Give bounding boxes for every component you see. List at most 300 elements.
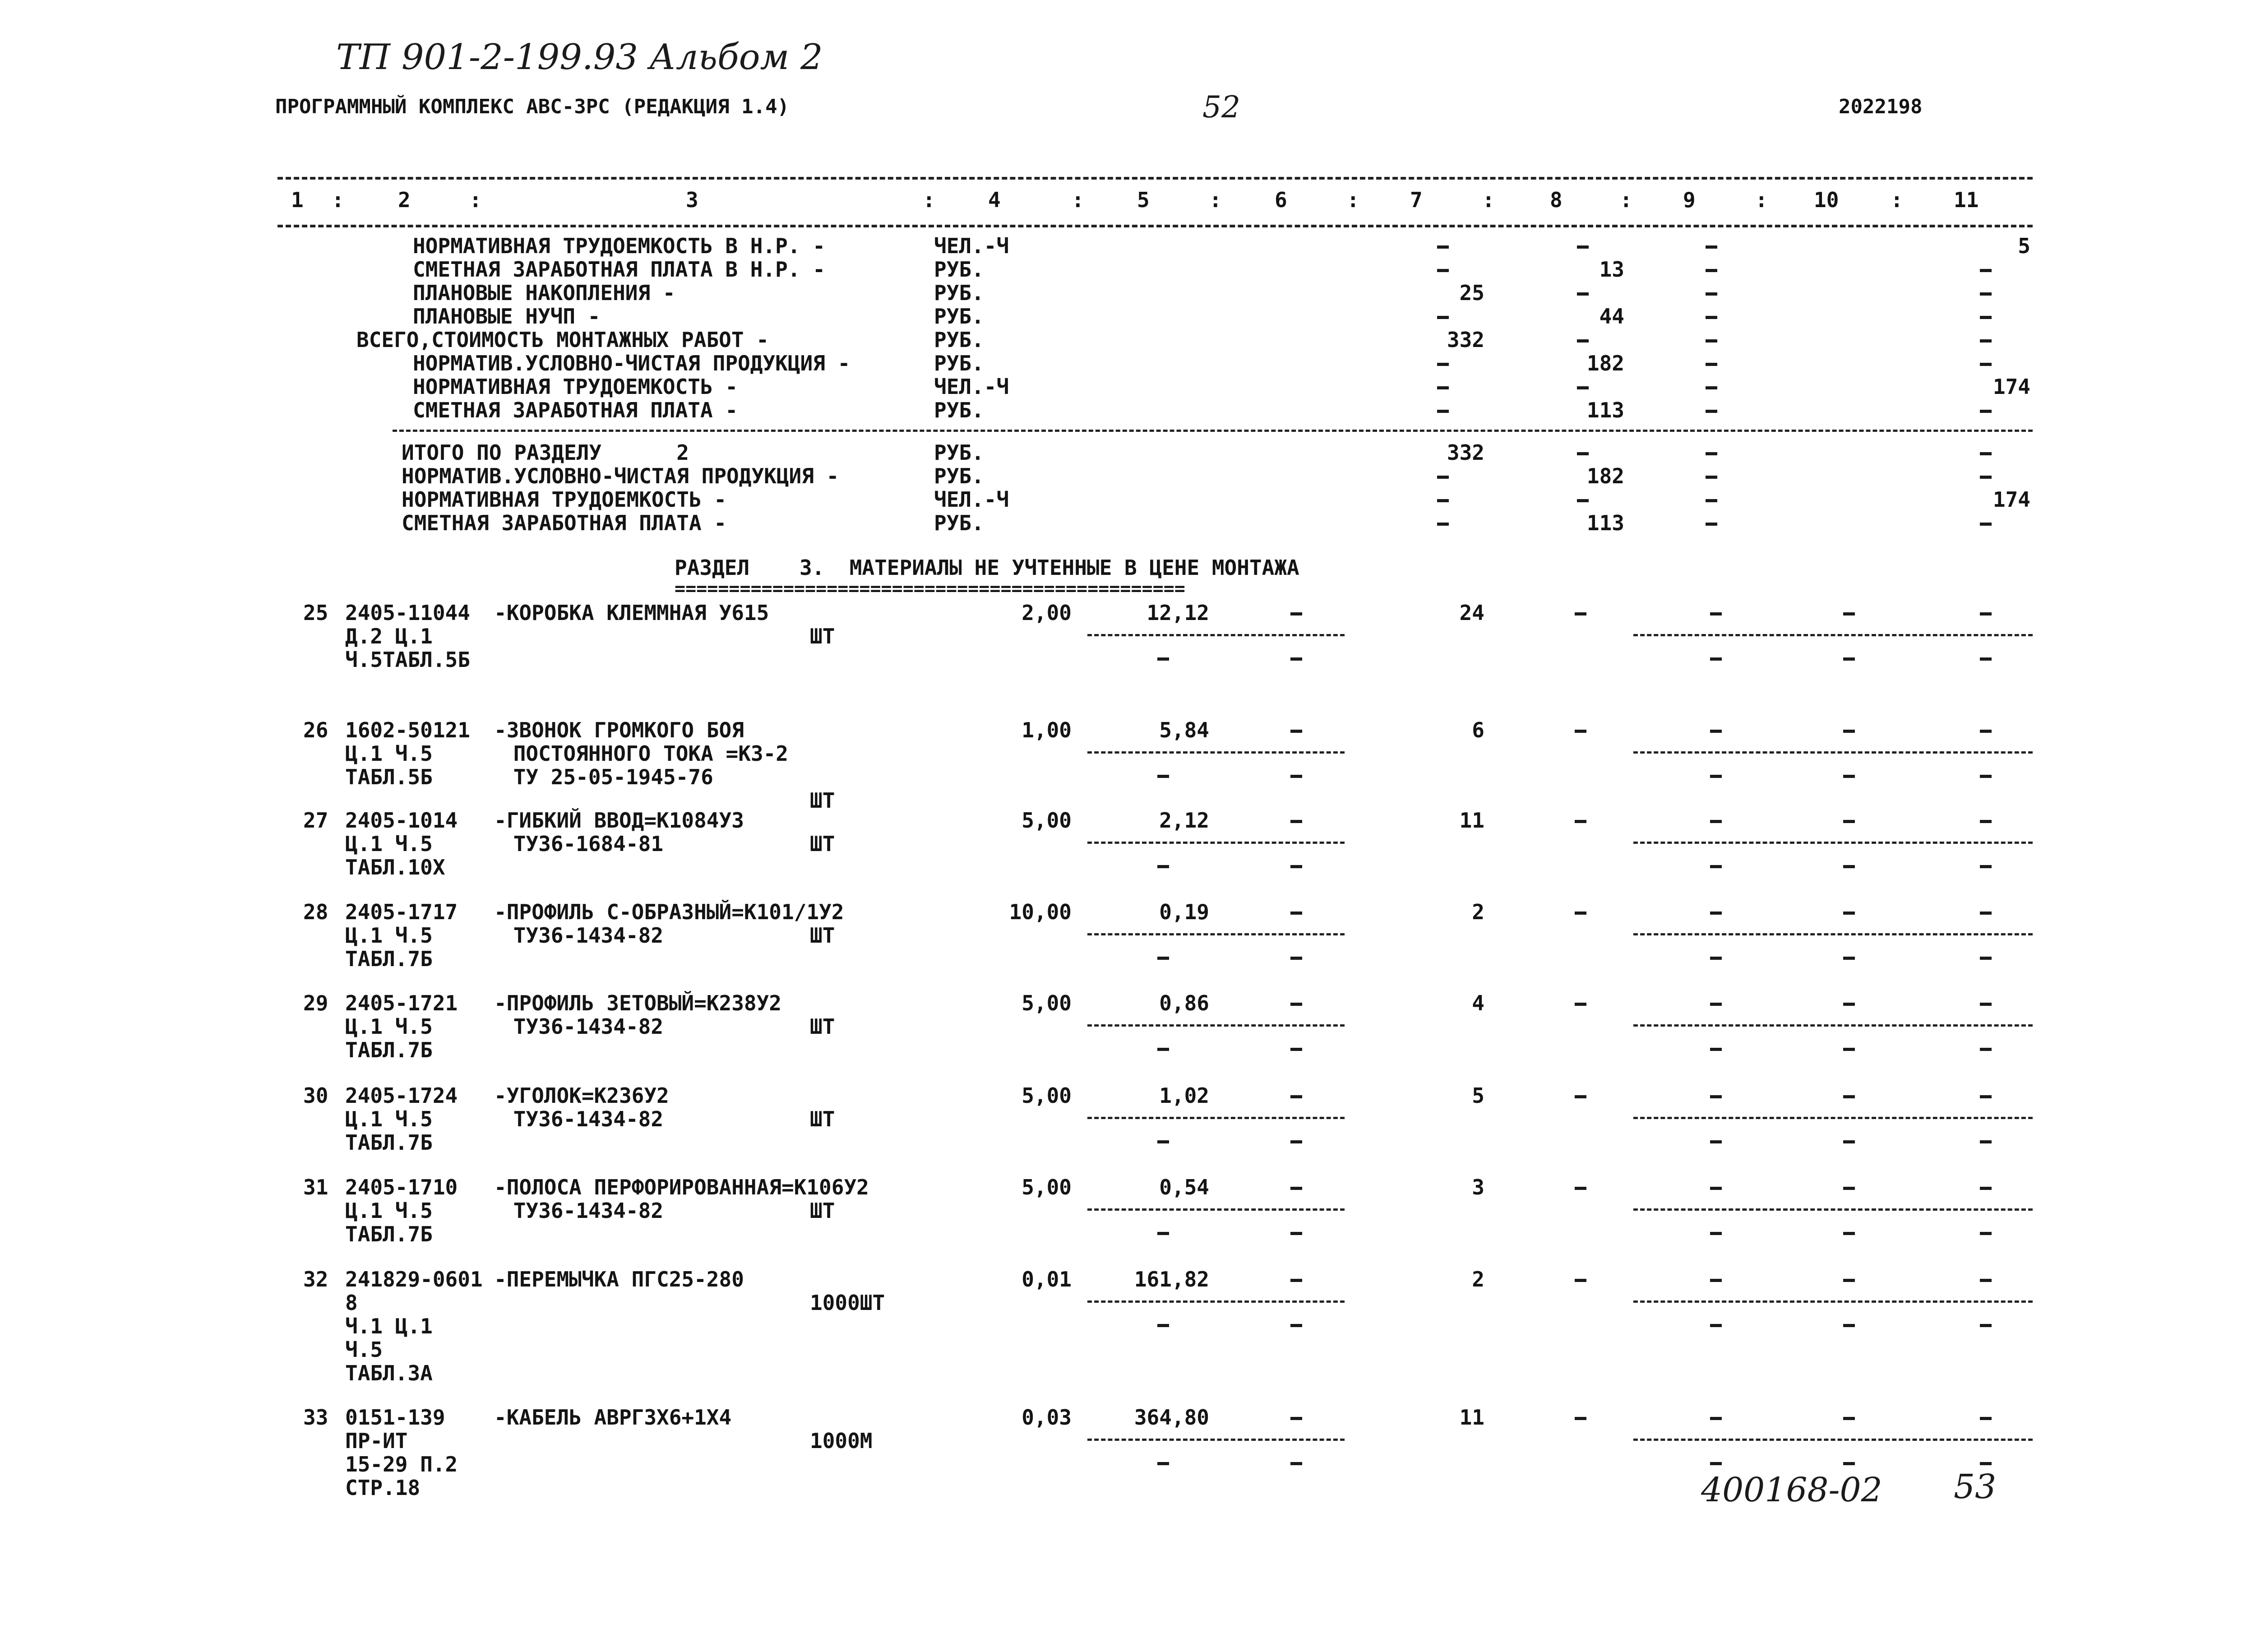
item-price: 161,82 — [1134, 1267, 1209, 1291]
dash-mark — [1437, 499, 1449, 502]
value-col-7: 24 — [1459, 601, 1484, 625]
dash-mark — [1710, 957, 1722, 960]
dash-mark — [1843, 1187, 1855, 1190]
item-quantity: 0,03 — [1022, 1405, 1072, 1430]
dash-mark — [1980, 1140, 1992, 1143]
item-price: 0,86 — [1159, 991, 1209, 1015]
dash-mark — [1437, 523, 1449, 526]
dash-mark — [1577, 499, 1589, 502]
summary-label: НОРМАТИВНАЯ ТРУДОЕМКОСТЬ - — [402, 487, 727, 512]
dash-mark — [1437, 363, 1449, 366]
column-header-9: 9 — [1683, 188, 1696, 212]
summary-unit: РУБ. — [934, 304, 984, 329]
item-price: 364,80 — [1134, 1405, 1209, 1430]
dash-mark — [1843, 730, 1855, 733]
dash-mark — [1843, 912, 1855, 915]
item-reference: Ц.1 Ч.5 — [345, 832, 433, 856]
dash-mark — [1157, 957, 1169, 960]
summary-unit: РУБ. — [934, 511, 984, 535]
summary-unit: ЧЕЛ.-Ч — [934, 487, 1009, 512]
dash-mark — [1980, 269, 1992, 272]
subtotal-rule — [1633, 842, 2033, 844]
dash-mark — [1980, 316, 1992, 319]
dash-mark — [1706, 269, 1717, 272]
dash-mark — [1710, 657, 1722, 661]
dash-mark — [1290, 1095, 1302, 1098]
dash-mark — [1157, 1048, 1169, 1051]
dash-mark — [1980, 410, 1992, 413]
column-separator: : — [469, 188, 482, 212]
dash-mark — [1980, 957, 1992, 960]
dash-mark — [1710, 865, 1722, 868]
dash-mark — [1157, 775, 1169, 778]
dash-mark — [1706, 292, 1717, 296]
dash-mark — [1980, 452, 1992, 455]
item-quantity: 2,00 — [1022, 601, 1072, 625]
dash-mark — [1575, 1187, 1586, 1190]
dash-mark — [1577, 452, 1589, 455]
dash-mark — [1710, 775, 1722, 778]
item-code: 2405-1721 — [345, 991, 458, 1015]
subtotal-rule — [1087, 842, 1345, 844]
summary-label: НОРМАТИВНАЯ ТРУДОЕМКОСТЬ В Н.Р. - — [413, 234, 825, 258]
dash-mark — [1157, 1462, 1169, 1465]
value-col-11: 5 — [2018, 234, 2030, 258]
dash-mark — [1575, 612, 1586, 615]
dash-mark — [1437, 269, 1449, 272]
dash-mark — [1437, 316, 1449, 319]
dash-mark — [1290, 1187, 1302, 1190]
subtotal-rule — [1087, 634, 1345, 636]
summary-label: НОРМАТИВ.УСЛОВНО-ЧИСТАЯ ПРОДУКЦИЯ - — [413, 351, 851, 375]
value-col-7: 11 — [1459, 1405, 1484, 1430]
dash-mark — [1290, 730, 1302, 733]
summary-unit: ЧЕЛ.-Ч — [934, 234, 1009, 258]
dash-mark — [1290, 1048, 1302, 1051]
item-description: -ПРОФИЛЬ С-ОБРАЗНЫЙ=К101/1У2 — [494, 900, 844, 924]
dash-mark — [1843, 865, 1855, 868]
dash-mark — [1980, 363, 1992, 366]
summary-label: ВСЕГО,СТОИМОСТЬ МОНТАЖНЫХ РАБОТ - — [356, 328, 769, 352]
dash-mark — [1290, 612, 1302, 615]
dash-mark — [1577, 292, 1589, 296]
dash-mark — [1157, 865, 1169, 868]
item-code: 2405-1717 — [345, 900, 458, 924]
item-unit: ШТ — [810, 1199, 835, 1223]
dash-mark — [1706, 386, 1717, 389]
subtotal-rule — [1087, 1208, 1345, 1211]
subtotal-rule — [1633, 1117, 2033, 1119]
value-col-7: 4 — [1472, 991, 1484, 1015]
section-3-title-underline: =============================================== — [675, 578, 1185, 599]
dash-mark — [1575, 820, 1586, 823]
dash-mark — [1980, 1232, 1992, 1235]
dash-mark — [1575, 730, 1586, 733]
dash-mark — [1290, 865, 1302, 868]
item-description: -ЗВОНОК ГРОМКОГО БОЯ — [494, 718, 744, 742]
dash-mark — [1575, 1003, 1586, 1006]
item-unit: 1000М — [810, 1429, 873, 1453]
summary-unit: ЧЕЛ.-Ч — [934, 375, 1009, 399]
dash-mark — [1843, 1095, 1855, 1098]
dash-mark — [1980, 1324, 1992, 1327]
dash-mark — [1980, 657, 1992, 661]
column-header-10: 10 — [1814, 188, 1839, 212]
dash-mark — [1575, 912, 1586, 915]
summary-label: НОРМАТИВНАЯ ТРУДОЕМКОСТЬ - — [413, 375, 738, 399]
item-description: -КОРОБКА КЛЕММНАЯ У615 — [494, 601, 769, 625]
item-quantity: 0,01 — [1022, 1267, 1072, 1291]
subtotal-rule — [1633, 634, 2033, 636]
dash-mark — [1980, 775, 1992, 778]
dash-mark — [1980, 612, 1992, 615]
dash-mark — [1706, 476, 1717, 479]
dash-mark — [1843, 1140, 1855, 1143]
item-code: 241829-0601 — [345, 1267, 483, 1291]
dash-mark — [1290, 1279, 1302, 1282]
dash-mark — [1980, 1048, 1992, 1051]
dash-mark — [1980, 292, 1992, 296]
dash-mark — [1706, 452, 1717, 455]
column-header-11: 11 — [1954, 188, 1979, 212]
summary-separator — [393, 430, 2033, 432]
table-header-rule — [277, 225, 2033, 227]
dash-mark — [1290, 820, 1302, 823]
summary-unit: РУБ. — [934, 351, 984, 375]
item-quantity: 5,00 — [1022, 1175, 1072, 1199]
dash-mark — [1710, 1003, 1722, 1006]
value-col-11: 174 — [1992, 375, 2030, 399]
dash-mark — [1980, 912, 1992, 915]
item-reference: Ц.1 Ч.5 — [345, 1014, 433, 1039]
subtotal-rule — [1087, 1117, 1345, 1119]
dash-mark — [1980, 1095, 1992, 1098]
dash-mark — [1290, 1462, 1302, 1465]
value-col-7: 2 — [1472, 900, 1484, 924]
dash-mark — [1843, 820, 1855, 823]
dash-mark — [1843, 1417, 1855, 1420]
dash-mark — [1157, 1232, 1169, 1235]
dash-mark — [1843, 1003, 1855, 1006]
dash-mark — [1706, 523, 1717, 526]
dash-mark — [1290, 912, 1302, 915]
footer-stamp-number: 400168-02 — [1701, 1471, 1882, 1509]
subtotal-rule — [1087, 751, 1345, 754]
value-col-7: 3 — [1472, 1175, 1484, 1199]
dash-mark — [1843, 1048, 1855, 1051]
value-col-7: 6 — [1472, 718, 1484, 742]
summary-label: НОРМАТИВ.УСЛОВНО-ЧИСТАЯ ПРОДУКЦИЯ - — [402, 464, 839, 488]
dash-mark — [1980, 476, 1992, 479]
dash-mark — [1710, 1279, 1722, 1282]
footer-sheet-number: 53 — [1954, 1467, 1997, 1506]
dash-mark — [1843, 1462, 1855, 1465]
column-separator: : — [1891, 188, 1903, 212]
column-separator: : — [332, 188, 344, 212]
column-separator: : — [1209, 188, 1222, 212]
dash-mark — [1706, 363, 1717, 366]
item-unit: ШТ — [810, 832, 835, 856]
column-header-6: 6 — [1275, 188, 1287, 212]
value-col-8: 182 — [1586, 351, 1624, 375]
value-col-7: 2 — [1472, 1267, 1484, 1291]
summary-unit: РУБ. — [934, 257, 984, 282]
item-price: 12,12 — [1146, 601, 1209, 625]
column-separator: : — [1755, 188, 1768, 212]
item-reference: Ч.5 — [345, 1337, 383, 1362]
dash-mark — [1980, 523, 1992, 526]
dash-mark — [1980, 1462, 1992, 1465]
summary-unit: РУБ. — [934, 398, 984, 422]
summary-unit: РУБ. — [934, 328, 984, 352]
dash-mark — [1710, 1232, 1722, 1235]
dash-mark — [1577, 386, 1589, 389]
dash-mark — [1980, 865, 1992, 868]
item-price: 0,19 — [1159, 900, 1209, 924]
subtotal-rule — [1633, 1300, 2033, 1303]
dash-mark — [1706, 316, 1717, 319]
column-separator: : — [923, 188, 935, 212]
item-quantity: 10,00 — [1009, 900, 1072, 924]
column-separator: : — [1347, 188, 1359, 212]
dash-mark — [1575, 1417, 1586, 1420]
subtotal-rule — [1633, 751, 2033, 754]
column-separator: : — [1072, 188, 1084, 212]
dash-mark — [1710, 1095, 1722, 1098]
item-number: 26 — [303, 718, 328, 742]
item-description: ТУ36-1434-82 — [501, 1107, 664, 1131]
item-description: ТУ36-1434-82 — [501, 1199, 664, 1223]
item-reference: Ц.1 Ч.5 — [345, 1107, 433, 1131]
item-reference: Ц.1 Ч.5 — [345, 923, 433, 948]
dash-mark — [1980, 339, 1992, 342]
dash-mark — [1710, 612, 1722, 615]
item-description: -КАБЕЛЬ АВРГ3Х6+1Х4 — [494, 1405, 732, 1430]
summary-label: СМЕТНАЯ ЗАРАБОТНАЯ ПЛАТА - — [402, 511, 727, 535]
dash-mark — [1437, 476, 1449, 479]
summary-label: ПЛАНОВЫЕ НАКОПЛЕНИЯ - — [413, 281, 675, 305]
item-reference: ТАБЛ.3А — [345, 1361, 433, 1385]
item-reference: ТАБЛ.5Б — [345, 765, 433, 789]
column-separator: : — [1620, 188, 1632, 212]
item-quantity: 1,00 — [1022, 718, 1072, 742]
document-code: 2022198 — [1839, 95, 1923, 118]
summary-unit: РУБ. — [934, 440, 984, 465]
dash-mark — [1157, 657, 1169, 661]
item-quantity: 5,00 — [1022, 1083, 1072, 1108]
dash-mark — [1980, 1187, 1992, 1190]
item-price: 0,54 — [1159, 1175, 1209, 1199]
dash-mark — [1843, 775, 1855, 778]
dash-mark — [1710, 912, 1722, 915]
dash-mark — [1290, 775, 1302, 778]
item-unit: ШТ — [810, 923, 835, 948]
value-col-8: 13 — [1599, 257, 1624, 282]
item-description: -ПОЛОСА ПЕРФОРИРОВАННАЯ=К106У2 — [494, 1175, 869, 1199]
dash-mark — [1980, 1279, 1992, 1282]
item-description: -ПЕРЕМЫЧКА ПГС25-280 — [494, 1267, 744, 1291]
dash-mark — [1290, 1232, 1302, 1235]
item-description: ТУ 25-05-1945-76 — [501, 765, 713, 789]
dash-mark — [1290, 1324, 1302, 1327]
dash-mark — [1710, 730, 1722, 733]
item-reference: ТАБЛ.7Б — [345, 1038, 433, 1062]
item-code: 0151-139 — [345, 1405, 445, 1430]
item-description: ТУ36-1684-81 — [501, 832, 664, 856]
item-price: 5,84 — [1159, 718, 1209, 742]
item-reference: 8 — [345, 1291, 358, 1315]
dash-mark — [1290, 1417, 1302, 1420]
item-code: 2405-11044 — [345, 601, 470, 625]
item-description: -ПРОФИЛЬ ЗЕТОВЫЙ=К238У2 — [494, 991, 781, 1015]
dash-mark — [1706, 410, 1717, 413]
item-reference: ТАБЛ.7Б — [345, 947, 433, 971]
dash-mark — [1843, 957, 1855, 960]
subtotal-rule — [1633, 933, 2033, 935]
value-col-7: 5 — [1472, 1083, 1484, 1108]
item-code: 1602-50121 — [345, 718, 470, 742]
program-title: ПРОГРАММНЫЙ КОМПЛЕКС АВС-3РС (РЕДАКЦИЯ 1.4) — [275, 95, 790, 118]
subtotal-rule — [1087, 933, 1345, 935]
dash-mark — [1157, 1140, 1169, 1143]
item-reference: 15-29 П.2 — [345, 1452, 458, 1476]
column-header-4: 4 — [988, 188, 1001, 212]
item-description: ПОСТОЯННОГО ТОКА =КЗ-2 — [501, 741, 788, 766]
value-col-8: 44 — [1599, 304, 1624, 329]
subtotal-rule — [1087, 1024, 1345, 1027]
item-number: 31 — [303, 1175, 328, 1199]
item-reference: Ц.1 Ч.5 — [345, 741, 433, 766]
dash-mark — [1290, 1003, 1302, 1006]
dash-mark — [1706, 245, 1717, 249]
dash-mark — [1437, 410, 1449, 413]
dash-mark — [1157, 1324, 1169, 1327]
dash-mark — [1575, 1279, 1586, 1282]
dash-mark — [1290, 1140, 1302, 1143]
item-reference: ТАБЛ.7Б — [345, 1222, 433, 1246]
item-description: -УГОЛОК=К236У2 — [494, 1083, 669, 1108]
subtotal-rule — [1633, 1439, 2033, 1441]
item-code: 2405-1724 — [345, 1083, 458, 1108]
item-number: 32 — [303, 1267, 328, 1291]
summary-label: ИТОГО ПО РАЗДЕЛУ 2 — [402, 440, 689, 465]
column-header-1: 1 — [291, 188, 304, 212]
table-top-rule — [277, 177, 2033, 180]
dash-mark — [1290, 957, 1302, 960]
value-col-7: 25 — [1459, 281, 1484, 305]
dash-mark — [1710, 1187, 1722, 1190]
dash-mark — [1843, 1232, 1855, 1235]
item-reference: ТАБЛ.10Х — [345, 855, 445, 879]
item-reference: Ч.5ТАБЛ.5Б — [345, 648, 470, 672]
item-number: 30 — [303, 1083, 328, 1108]
value-col-7: 11 — [1459, 808, 1484, 833]
column-header-7: 7 — [1410, 188, 1423, 212]
summary-unit: РУБ. — [934, 281, 984, 305]
dash-mark — [1843, 1324, 1855, 1327]
item-description: ТУ36-1434-82 — [501, 923, 664, 948]
dash-mark — [1710, 1417, 1722, 1420]
dash-mark — [1577, 245, 1589, 249]
dash-mark — [1843, 657, 1855, 661]
dash-mark — [1843, 1279, 1855, 1282]
item-unit: ШТ — [810, 1107, 835, 1131]
value-col-8: 113 — [1586, 398, 1624, 422]
item-reference: СТР.18 — [345, 1476, 421, 1500]
item-code: 2405-1014 — [345, 808, 458, 833]
item-unit: ШТ — [810, 624, 835, 648]
item-number: 33 — [303, 1405, 328, 1430]
column-header-2: 2 — [398, 188, 411, 212]
subtotal-rule — [1087, 1439, 1345, 1441]
column-header-3: 3 — [686, 188, 698, 212]
dash-mark — [1706, 499, 1717, 502]
column-separator: : — [1482, 188, 1495, 212]
dash-mark — [1710, 1140, 1722, 1143]
dash-mark — [1980, 1003, 1992, 1006]
value-col-7: 332 — [1447, 440, 1484, 465]
item-quantity: 5,00 — [1022, 808, 1072, 833]
item-reference: Ц.1 Ч.5 — [345, 1199, 433, 1223]
item-price: 2,12 — [1159, 808, 1209, 833]
item-number: 27 — [303, 808, 328, 833]
dash-mark — [1575, 1095, 1586, 1098]
subtotal-rule — [1633, 1024, 2033, 1027]
item-number: 25 — [303, 601, 328, 625]
dash-mark — [1710, 820, 1722, 823]
summary-unit: РУБ. — [934, 464, 984, 488]
album-title: ТП 901-2-199.93 Альбом 2 — [336, 37, 823, 78]
item-reference: Ч.1 Ц.1 — [345, 1314, 433, 1338]
dash-mark — [1980, 1417, 1992, 1420]
item-reference: Д.2 Ц.1 — [345, 624, 433, 648]
summary-label: СМЕТНАЯ ЗАРАБОТНАЯ ПЛАТА В Н.Р. - — [413, 257, 825, 282]
summary-label: СМЕТНАЯ ЗАРАБОТНАЯ ПЛАТА - — [413, 398, 738, 422]
item-description: ТУ36-1434-82 — [501, 1014, 664, 1039]
value-col-8: 113 — [1586, 511, 1624, 535]
dash-mark — [1290, 657, 1302, 661]
dash-mark — [1980, 730, 1992, 733]
dash-mark — [1437, 386, 1449, 389]
column-header-8: 8 — [1550, 188, 1563, 212]
dash-mark — [1710, 1048, 1722, 1051]
value-col-11: 174 — [1992, 487, 2030, 512]
subtotal-rule — [1087, 1300, 1345, 1303]
column-header-5: 5 — [1137, 188, 1150, 212]
page-number: 52 — [1202, 90, 1240, 125]
item-quantity: 5,00 — [1022, 991, 1072, 1015]
item-reference: ТАБЛ.7Б — [345, 1130, 433, 1155]
item-unit: ШТ — [810, 788, 835, 813]
section-3-title: РАЗДЕЛ 3. МАТЕРИАЛЫ НЕ УЧТЕННЫЕ В ЦЕНЕ МОНТАЖА — [675, 555, 1299, 580]
item-reference: ПР-ИТ — [345, 1429, 408, 1453]
dash-mark — [1437, 245, 1449, 249]
item-price: 1,02 — [1159, 1083, 1209, 1108]
dash-mark — [1706, 339, 1717, 342]
value-col-8: 182 — [1586, 464, 1624, 488]
item-number: 29 — [303, 991, 328, 1015]
item-code: 2405-1710 — [345, 1175, 458, 1199]
subtotal-rule — [1633, 1208, 2033, 1211]
dash-mark — [1710, 1324, 1722, 1327]
item-unit: ШТ — [810, 1014, 835, 1039]
dash-mark — [1710, 1462, 1722, 1465]
dash-mark — [1980, 820, 1992, 823]
dash-mark — [1843, 612, 1855, 615]
summary-label: ПЛАНОВЫЕ НУЧП - — [413, 304, 601, 329]
dash-mark — [1577, 339, 1589, 342]
item-description: -ГИБКИЙ ВВОД=К1084У3 — [494, 808, 744, 833]
